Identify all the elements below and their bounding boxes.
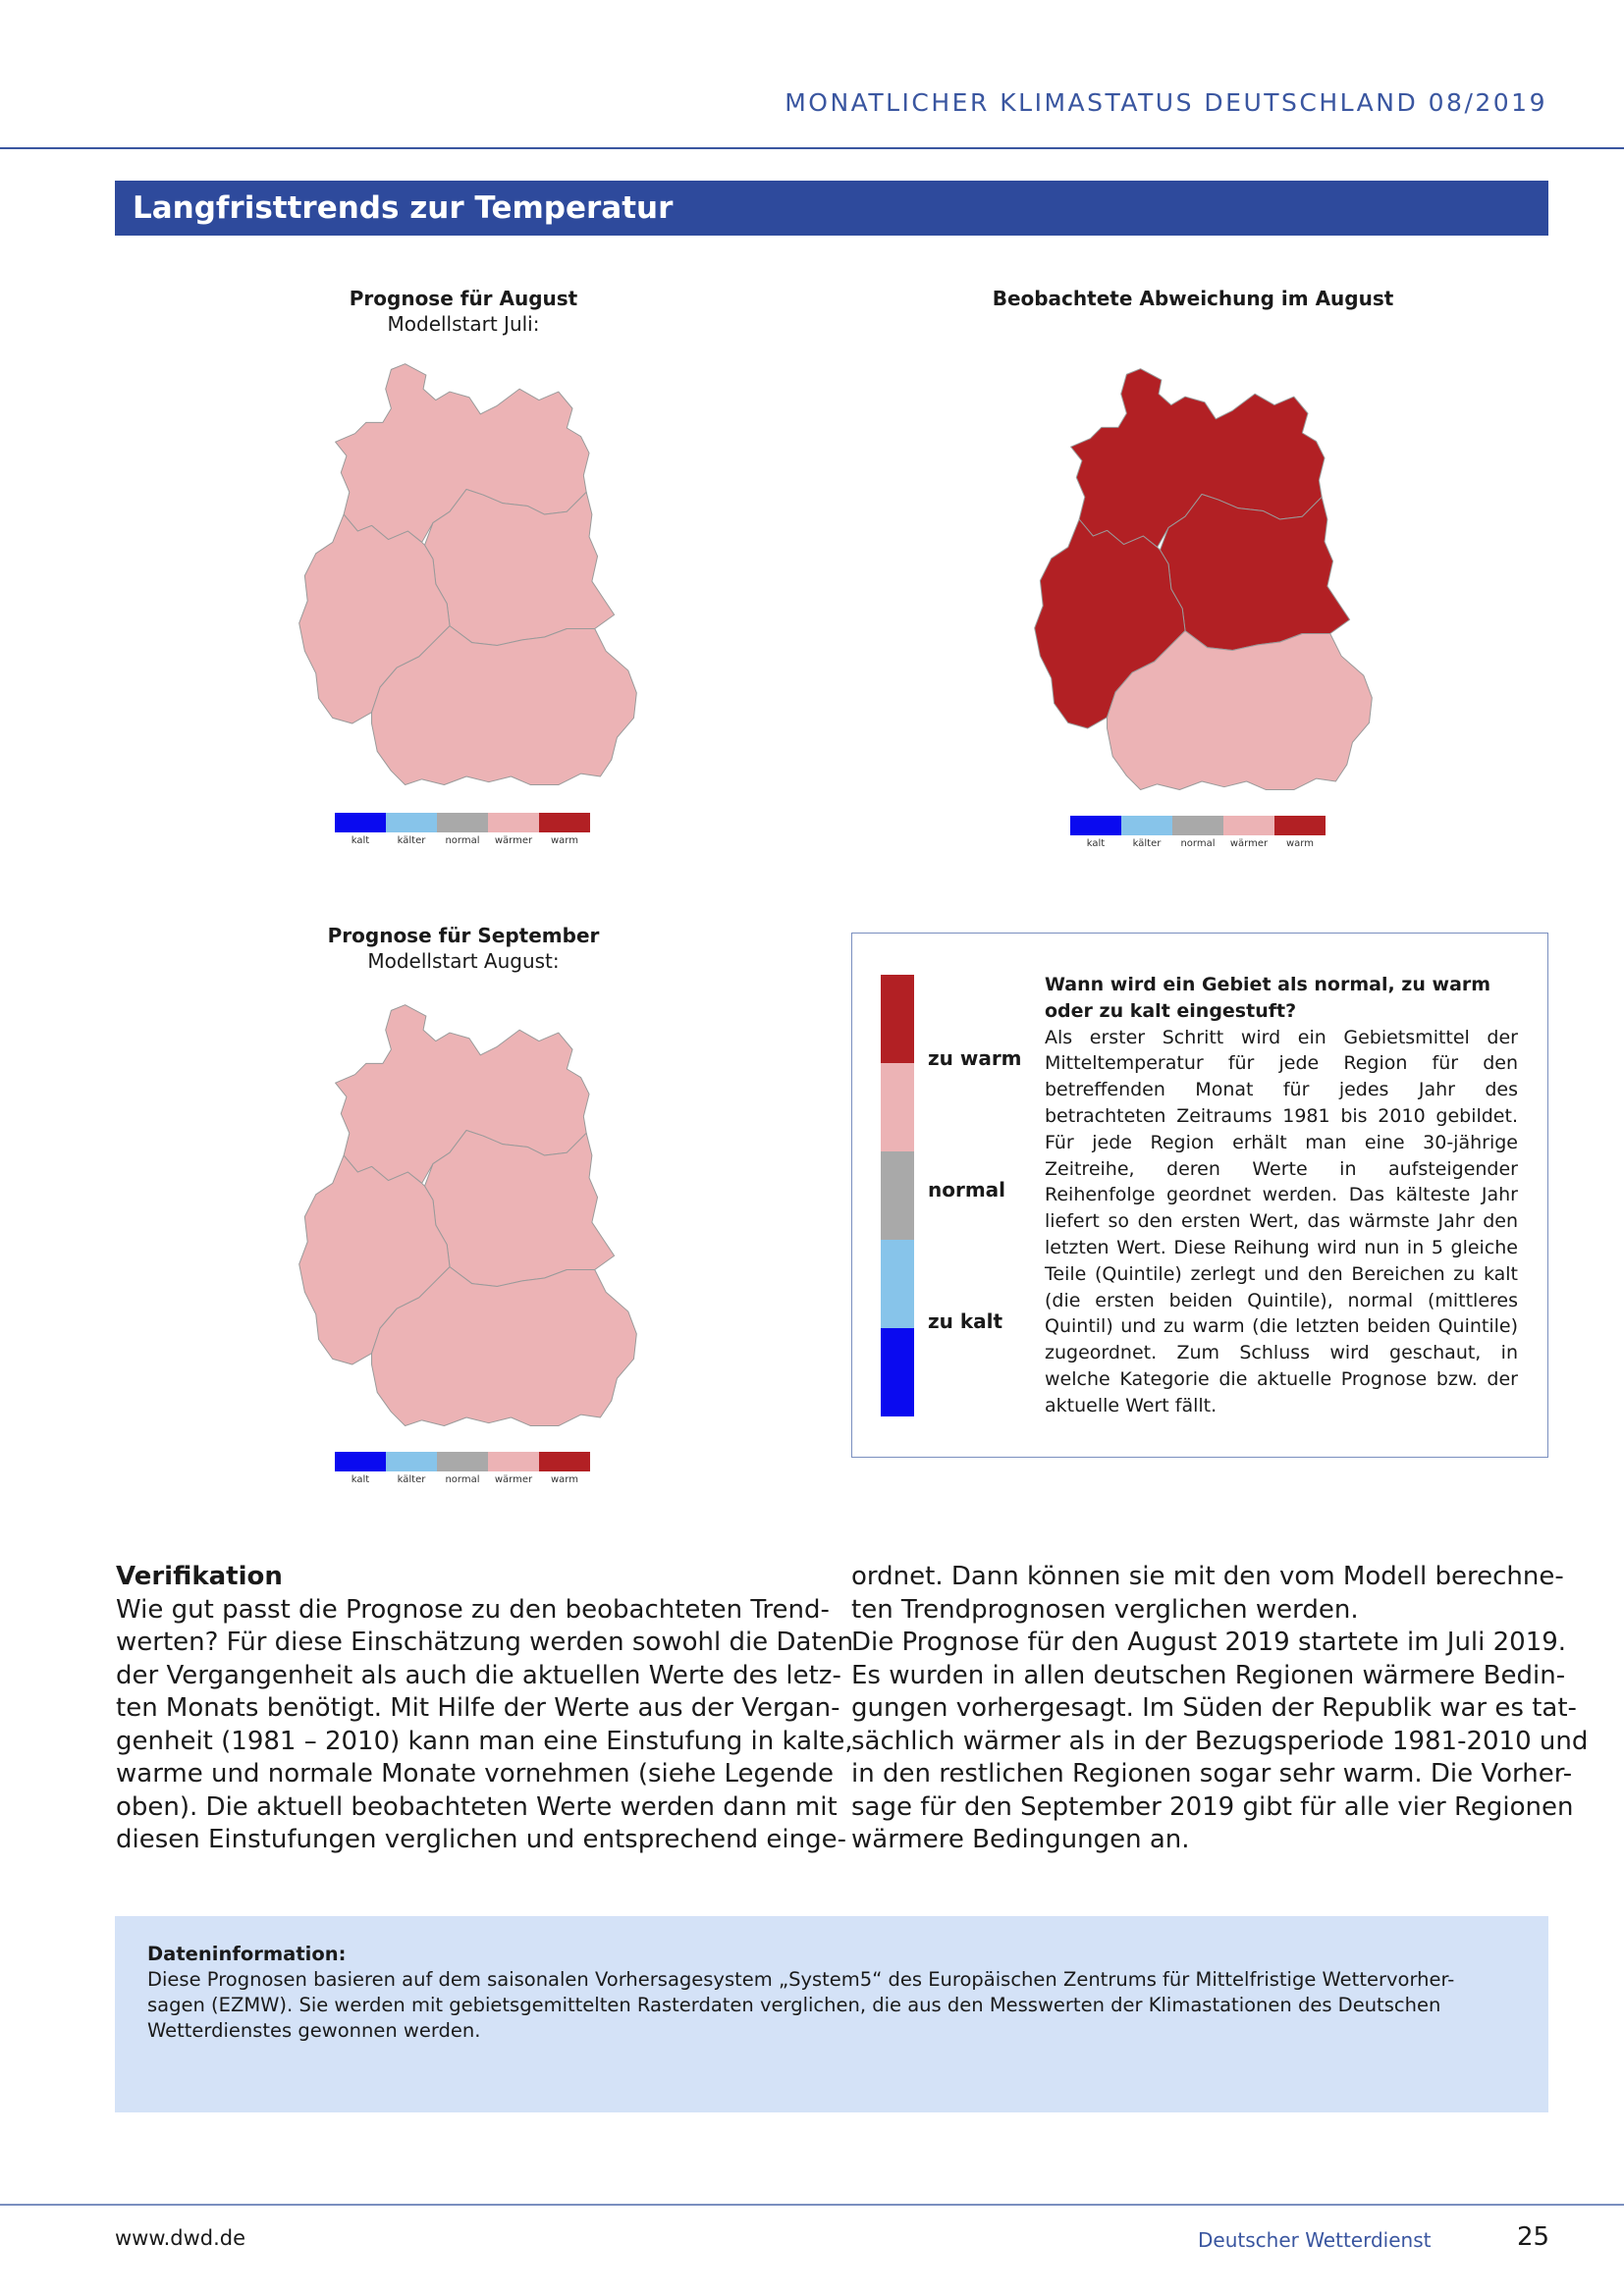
legend-label: kalt [351, 835, 370, 846]
legend-color-strip [1070, 816, 1326, 835]
map-observed-august-title: Beobachtete Abweichung im August [992, 287, 1394, 310]
text-line: gungen vorhergesagt. Im Süden der Republik war es tat- [851, 1693, 1577, 1723]
map-forecast-august-subtitle: Modellstart Juli: [387, 312, 540, 336]
verification-col1-lines [116, 1594, 854, 1857]
text-line: ten Monats benötigt. Mit Hilfe der Werte aus der Vergan- [116, 1693, 840, 1723]
germany-map-forecast-august [290, 358, 643, 805]
verification-column-1 [116, 1561, 854, 1857]
verification-col2-lines [851, 1561, 1589, 1857]
header-divider [0, 147, 1624, 149]
category-block-normal [881, 1151, 914, 1240]
data-information-title: Dateninformation: [147, 1943, 347, 1965]
legend-label: kalt [1086, 838, 1106, 849]
info-box-text [1045, 972, 1518, 1419]
footer-url[interactable]: www.dwd.de [115, 2226, 246, 2250]
footer-organization: Deutscher Wetterdienst [1198, 2228, 1432, 2252]
germany-map-observed-august [1025, 363, 1379, 810]
category-label-cold: zu kalt [928, 1309, 1003, 1333]
map-region-east [424, 489, 614, 645]
legend-label: kälter [1132, 838, 1162, 849]
legend-swatch-normal [437, 813, 488, 832]
page-number: 25 [1517, 2222, 1550, 2252]
category-block-waermer [881, 1063, 914, 1151]
map-region-east [1160, 494, 1349, 650]
legend-label: wärmer [1229, 838, 1269, 849]
map-region-east [424, 1130, 614, 1286]
data-information-box [115, 1916, 1548, 2112]
legend-label: normal [445, 1474, 480, 1485]
data-information-text [147, 1967, 1517, 2044]
text-line: ten Trendprognosen verglichen werden. [851, 1594, 1359, 1625]
text-line: Wetterdienstes gewonnen werden. [147, 2019, 481, 2042]
map-forecast-september-title: Prognose für September [327, 924, 600, 947]
footer-divider [0, 2204, 1624, 2206]
category-block-warm [881, 975, 914, 1063]
section-title: Langfristtrends zur Temperatur [133, 190, 674, 226]
germany-map-forecast-september [290, 999, 643, 1446]
category-label-warm: zu warm [928, 1046, 1022, 1070]
legend-swatch-waermer [488, 813, 539, 832]
legend-swatch-warm [539, 813, 590, 832]
category-color-column [881, 975, 914, 1416]
text-line: sächlich wärmer als in der Bezugsperiode 1981-2010 und [851, 1726, 1589, 1756]
text-line: wärmere Bedingungen an. [851, 1825, 1190, 1854]
text-line: Diese Prognosen basieren auf dem saisonalen Vorhersagesystem „System5“ des Europäischen Zentrums für Mittelfristige Wettervorher- [147, 1968, 1455, 1991]
legend-swatch-warm [539, 1452, 590, 1471]
category-block-kaelter [881, 1240, 914, 1328]
text-line: sagen (EZMW). Sie werden mit gebietsgemittelten Rasterdaten verglichen, die aus den Messwerten der Klimastationen des Deutschen [147, 1994, 1441, 2016]
info-box-body: Als erster Schritt wird ein Gebietsmittel der Mitteltemperatur für jede Region für den betreffenden Monat für jedes Jahr des betrachteten Zeitraums 1981 bis 2010 gebildet. Für jede Region erhält man eine 30-jährige Zeitreihe, deren Werte in aufsteigender Reihenfolge geordnet werden. Das kälteste Jahr liefert so den ersten Wert, das wärmste Jahr den letzten Wert. Diese Reihung wird nun in 5 gleiche Teile (Quintile) zerlegt und den Bereichen zu kalt (die ersten beiden Quintile), normal (mittleres Quintil) und zu warm (die letzten beiden Quintile) zugeordnet. Zum Schluss wird geschaut, in welche Kategorie die aktuelle Prognose bzw. der aktuelle Wert fällt. [1045, 1026, 1518, 1416]
legend-label: warm [1286, 838, 1314, 849]
legend-swatch-waermer [488, 1452, 539, 1471]
legend-swatch-waermer [1223, 816, 1274, 835]
header-title: MONATLICHER KLIMASTATUS DEUTSCHLAND 08/2019 [785, 88, 1547, 117]
legend-swatch-warm [1274, 816, 1326, 835]
text-line: der Vergangenheit als auch die aktuellen Werte des letz- [116, 1660, 841, 1690]
text-line: werten? Für diese Einschätzung werden sowohl die Daten [116, 1628, 854, 1657]
map-forecast-august-title: Prognose für August [349, 287, 578, 310]
text-line: warme und normale Monate vornehmen (siehe Legende [116, 1759, 835, 1789]
legend-label: kälter [397, 1474, 426, 1485]
legend-label: kalt [351, 1474, 370, 1485]
text-line: Es wurden in allen deutschen Regionen wärmere Bedin- [851, 1660, 1566, 1690]
legend-forecast-september [335, 1452, 590, 1485]
text-line: Die Prognose für den August 2019 startete im Juli 2019. [851, 1628, 1567, 1657]
legend-swatch-kalt [335, 1452, 386, 1471]
verification-heading: Verifikation [116, 1562, 283, 1591]
legend-label: normal [1180, 838, 1216, 849]
text-line: genheit (1981 – 2010) kann man eine Einstufung in kalte, [116, 1726, 853, 1756]
legend-swatch-kalt [1070, 816, 1121, 835]
category-block-kalt [881, 1328, 914, 1416]
legend-swatch-kalt [335, 813, 386, 832]
category-label-normal: normal [928, 1178, 1006, 1201]
legend-label: warm [551, 1474, 578, 1485]
text-line: Wie gut passt die Prognose zu den beobachteten Trend- [116, 1594, 830, 1625]
legend-swatch-kaelter [1121, 816, 1172, 835]
section-title-bar [115, 181, 1548, 236]
legend-swatch-kaelter [386, 813, 437, 832]
text-line: sage für den September 2019 gibt für alle vier Regionen [851, 1791, 1574, 1822]
legend-swatch-normal [437, 1452, 488, 1471]
text-line: in den restlichen Regionen sogar sehr warm. Die Vorher- [851, 1759, 1573, 1789]
legend-observed-august [1070, 816, 1326, 849]
legend-forecast-august [335, 813, 590, 846]
verification-column-2 [851, 1561, 1589, 1857]
legend-color-strip [335, 1452, 590, 1471]
legend-swatch-kaelter [386, 1452, 437, 1471]
text-line: ordnet. Dann können sie mit den vom Modell berechne- [851, 1562, 1564, 1591]
legend-label: warm [551, 835, 578, 846]
legend-label: wärmer [494, 835, 533, 846]
legend-swatch-normal [1172, 816, 1223, 835]
map-forecast-september-subtitle: Modellstart August: [367, 949, 560, 973]
legend-label: wärmer [494, 1474, 533, 1485]
text-line: diesen Einstufungen verglichen und entsprechend einge- [116, 1825, 846, 1854]
legend-color-strip [335, 813, 590, 832]
legend-label: normal [445, 835, 480, 846]
info-box-heading: Wann wird ein Gebiet als normal, zu warm oder zu kalt eingestuft? [1045, 974, 1491, 1022]
text-line: oben). Die aktuell beobachteten Werte werden dann mit [116, 1791, 838, 1822]
legend-label: kälter [397, 835, 426, 846]
